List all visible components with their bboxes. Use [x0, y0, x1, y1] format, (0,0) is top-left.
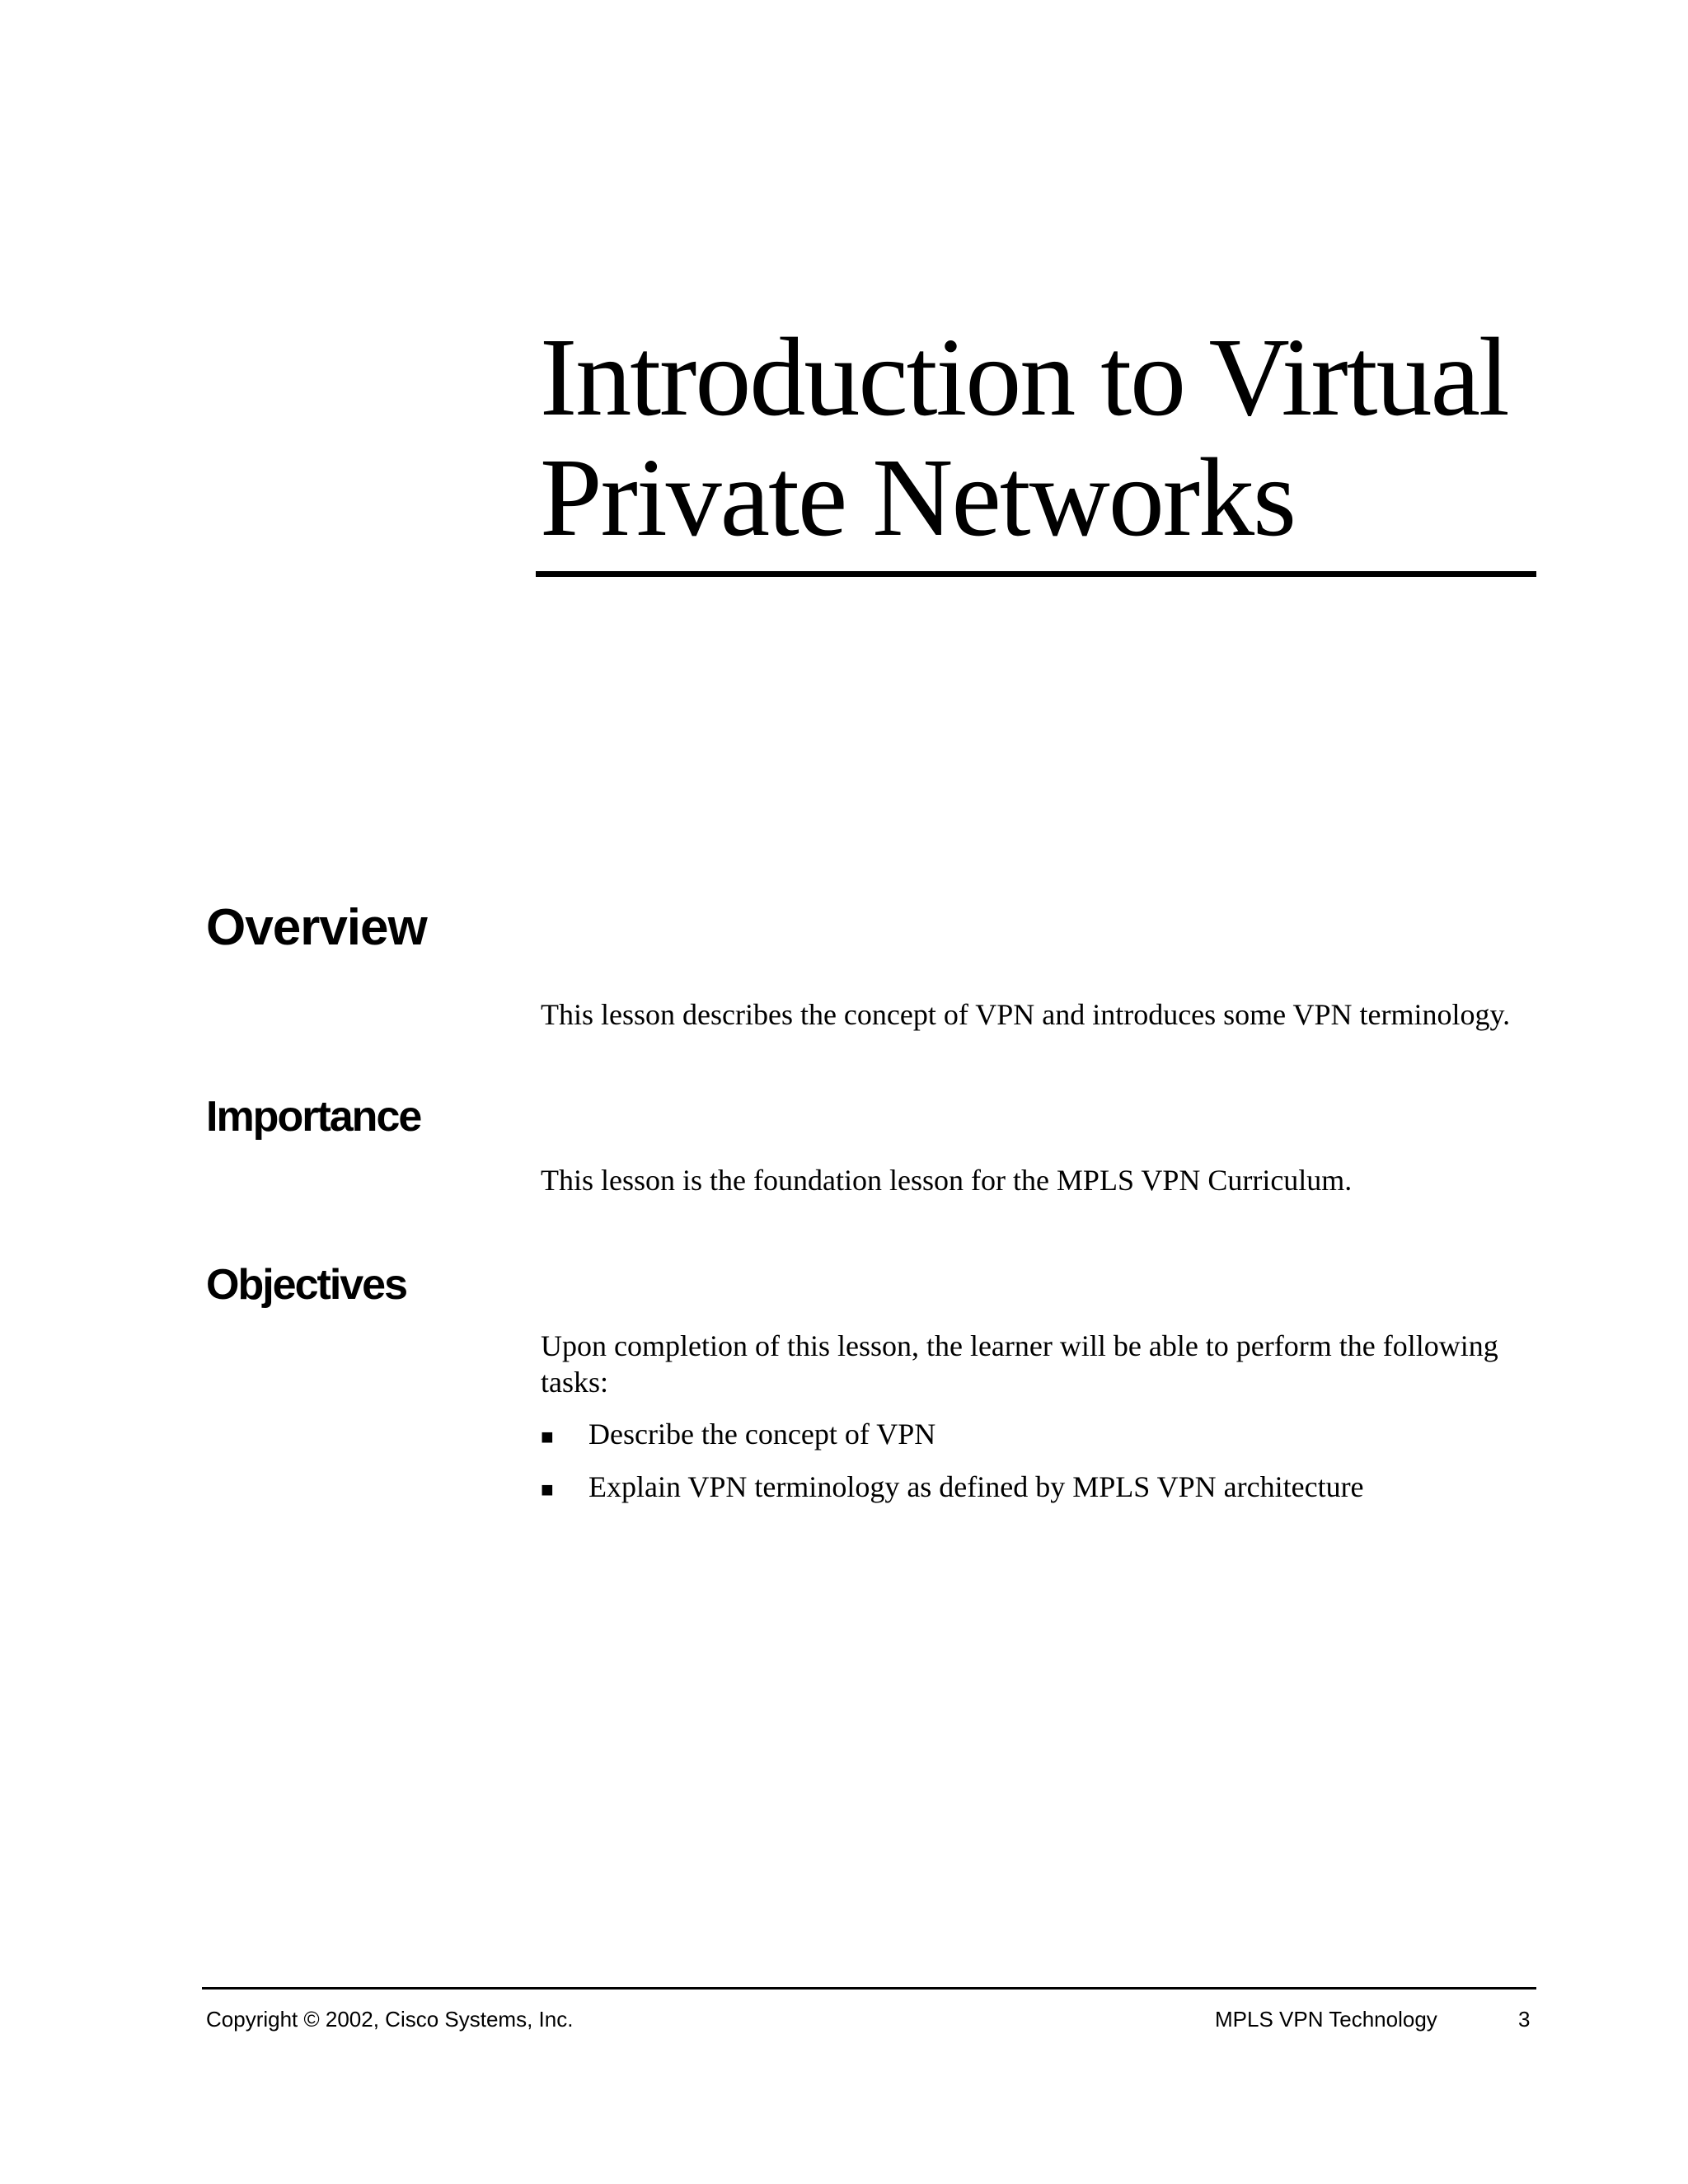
objectives-paragraph: Upon completion of this lesson, the learner will be able to perform the following tasks: — [541, 1329, 1498, 1399]
footer-page-number: 3 — [1518, 2007, 1531, 2032]
chapter-title — [540, 317, 1545, 558]
importance-paragraph: This lesson is the foundation lesson for the MPLS VPN Curriculum. — [541, 1164, 1353, 1197]
chapter-title-line-1: Introduction to Virtual — [540, 316, 1508, 439]
list-item — [541, 1469, 1538, 1521]
title-rule — [536, 571, 1536, 577]
objective-text: Describe the concept of VPN — [588, 1418, 936, 1451]
footer-copyright: Copyright © 2002, Cisco Systems, Inc. — [206, 2007, 574, 2032]
footer-rule — [202, 1987, 1536, 1990]
chapter-title-line-2: Private Networks — [540, 436, 1296, 560]
list-item — [541, 1416, 1538, 1469]
importance-heading: Importance — [206, 1093, 421, 1141]
overview-paragraph: This lesson describes the concept of VPN and introduces some VPN terminology. — [541, 998, 1511, 1031]
objective-text: Explain VPN terminology as defined by MPLS VPN architecture — [588, 1470, 1364, 1503]
objectives-list — [541, 1416, 1538, 1521]
square-bullet-icon: ■ — [541, 1478, 554, 1502]
square-bullet-icon: ■ — [541, 1425, 554, 1449]
footer-book-title: MPLS VPN Technology — [1215, 2007, 1437, 2032]
objectives-heading: Objectives — [206, 1261, 407, 1309]
overview-heading: Overview — [206, 899, 427, 956]
